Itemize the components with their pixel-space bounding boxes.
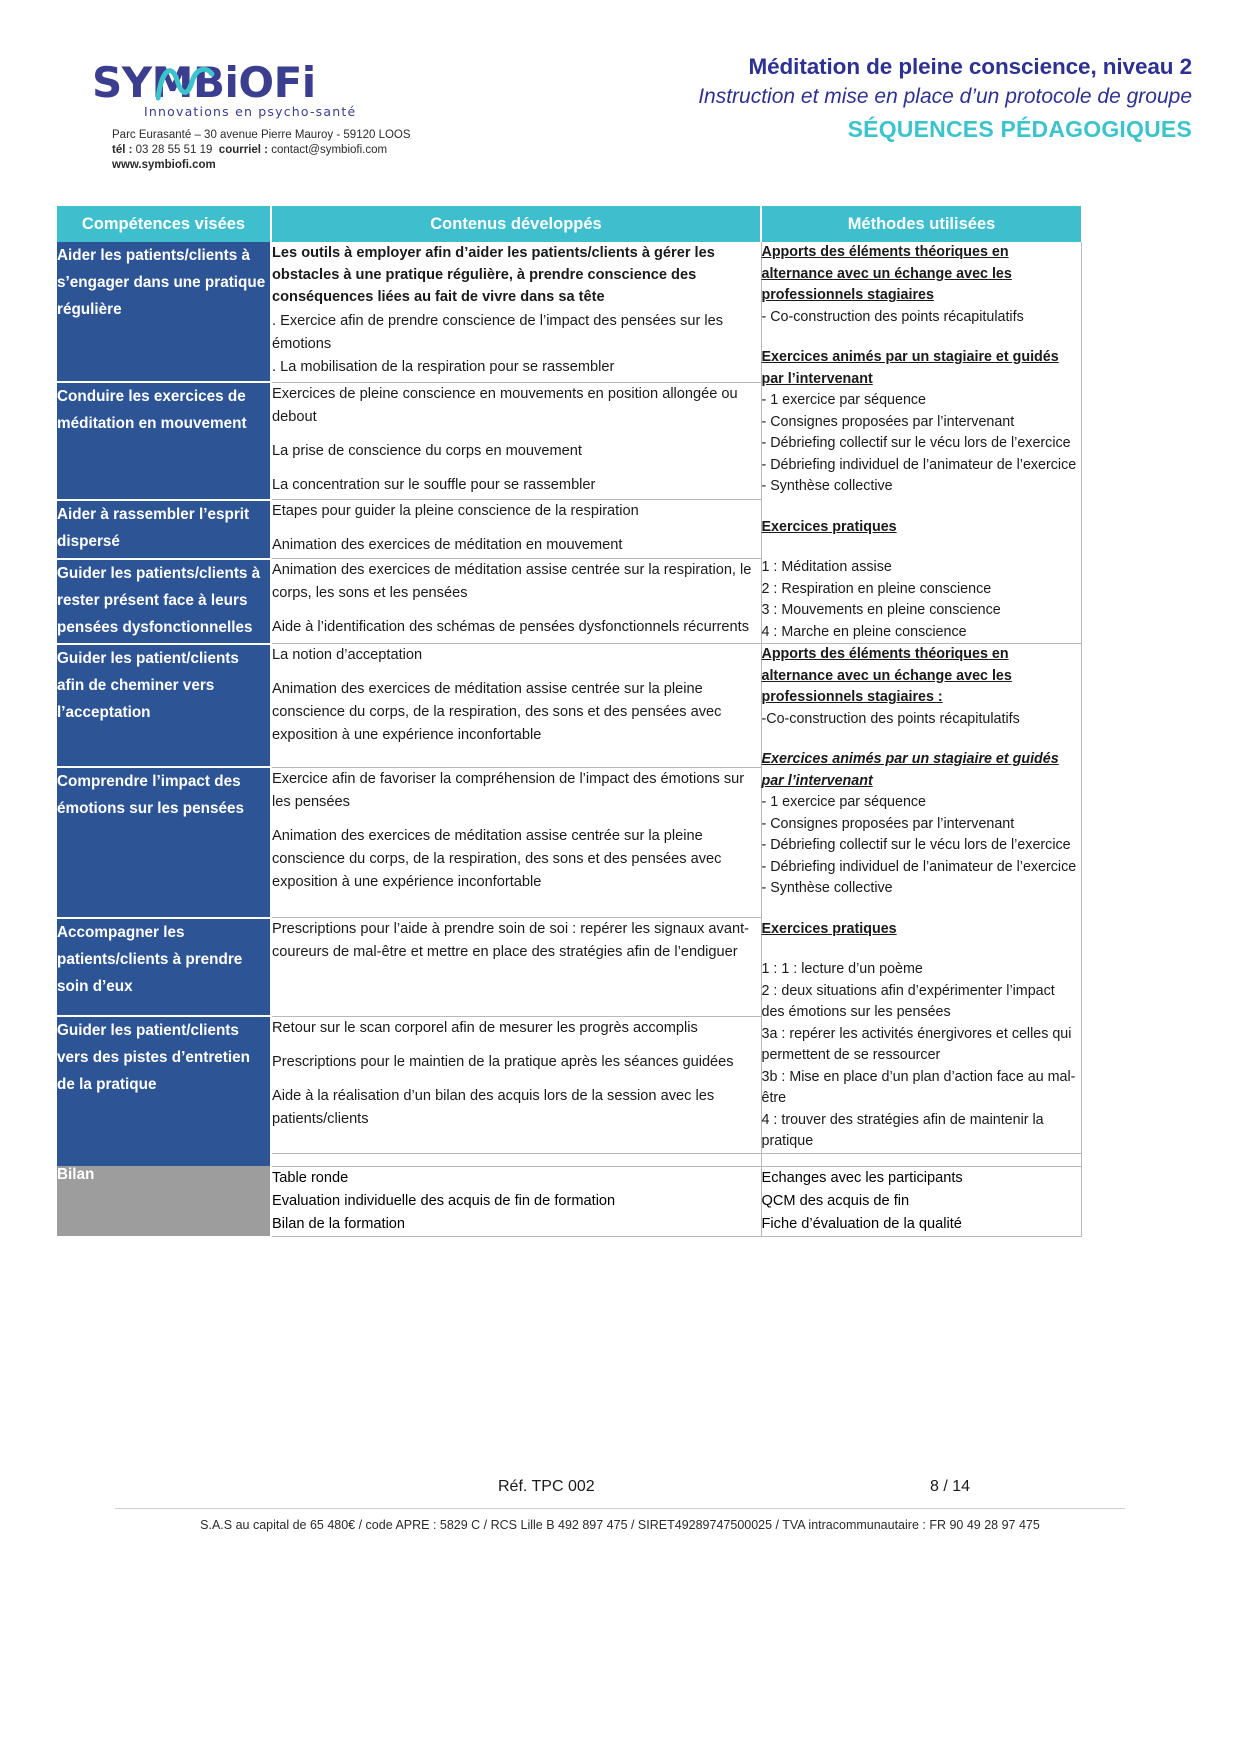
methods-heading: Exercices animés par un stagiaire et guidés par l’intervenant (761, 751, 1059, 789)
page-number: 8 / 14 (930, 1478, 971, 1495)
methods-item: 1 : Méditation assise (761, 559, 892, 575)
contents-cell (271, 500, 761, 559)
bilan-contents-cell (271, 1166, 761, 1236)
competence-cell: Aider les patients/clients à s’engager dans une pratique régulière (57, 242, 271, 382)
phone-value: 03 28 55 51 19 (135, 144, 213, 156)
page-title: Méditation de pleine conscience, niveau 2 (748, 54, 1192, 79)
competence-cell: Aider à rassembler l’esprit dispersé (57, 500, 271, 559)
table-row-bilan (57, 1166, 1081, 1236)
methods-item: 3b : Mise en place d’un plan d’action face au mal-être (761, 1068, 1076, 1106)
competence-cell: Comprendre l’impact des émotions sur les pensées (57, 767, 271, 918)
methods-heading: Exercices animés par un stagiaire et guidés par l’intervenant (761, 349, 1059, 387)
contents-cell (271, 382, 761, 499)
methods-item: -Co-construction des points récapitulatifs (761, 710, 1020, 727)
address-line: Parc Eurasanté – 30 avenue Pierre Mauroy - 59120 LOOS (112, 129, 411, 141)
company-address (112, 128, 492, 173)
bilan-line: Table ronde (272, 1169, 349, 1186)
contents-line: Aide à l’identification des schémas de pensées dysfonctionnels récurrents (272, 619, 749, 636)
competence-cell: Guider les patient/clients vers des pistes d’entretien de la pratique (57, 1016, 271, 1153)
logo-tagline: Innovations en psycho-santé (144, 104, 357, 119)
contents-line: Exercice afin de favoriser la compréhension de l’impact des émotions sur les pensées (272, 770, 745, 810)
email-value: contact@symbiofi.com (271, 144, 388, 156)
contents-cell (271, 767, 761, 918)
methods-heading: Exercices pratiques (761, 518, 897, 535)
spacer-blue (57, 1153, 271, 1166)
bilan-method-line: Echanges avec les participants (761, 1169, 963, 1186)
methods-spacer (762, 940, 1081, 959)
phone-label: tél : (112, 144, 133, 156)
contents-line: Retour sur le scan corporel afin de mesurer les progrès accomplis (272, 1019, 698, 1036)
contents-line: . La mobilisation de la respiration pour se rassembler (272, 359, 615, 375)
methods-item: - Consignes proposées par l’intervenant (761, 815, 1015, 832)
contents-cell (271, 559, 761, 644)
methods-heading: Apports des éléments théoriques en alternance avec un échange avec les professionnels stagiaires : (761, 646, 1012, 705)
methods-item: 2 : Respiration en pleine conscience (761, 580, 992, 597)
bilan-methods-cell (761, 1166, 1081, 1236)
email-label: courriel : (218, 144, 269, 156)
section-title: SÉQUENCES PÉDAGOGIQUES (847, 116, 1192, 142)
contents-line: Aide à la réalisation d’un bilan des acquis lors de la session avec les patients/clients (272, 1087, 715, 1127)
competence-cell: Accompagner les patients/clients à prendre soin d’eux (57, 918, 271, 1017)
contents-bold-text: Les outils à employer afin d’aider les patients/clients à gérer les obstacles à une pratique régulière, à prendre conscience des conséquences liées au fait de vivre dans sa tête (272, 245, 715, 305)
table-row (57, 242, 1081, 382)
column-header-methodes: Méthodes utilisées (761, 206, 1081, 242)
contents-line: Exercices de pleine conscience en mouvements en position allongée ou debout (272, 385, 738, 425)
bilan-method-line: QCM des acquis de fin (761, 1192, 910, 1209)
methods-item: 1 : 1 : lecture d’un poème (761, 961, 923, 977)
competence-cell: Conduire les exercices de méditation en mouvement (57, 382, 271, 499)
contents-line: Animation des exercices de méditation en mouvement (272, 537, 623, 554)
methods-heading (762, 242, 1081, 307)
table-spacer-row (57, 1153, 1081, 1166)
contents-cell (271, 918, 761, 1017)
company-logo-block (92, 60, 492, 173)
methods-item: 4 : trouver des stratégies afin de maintenir la pratique (761, 1111, 1044, 1149)
methods-cell-block-1 (761, 242, 1081, 644)
website-value: www.symbiofi.com (112, 159, 216, 171)
methods-spacer (762, 730, 1081, 749)
bilan-line: Evaluation individuelle des acquis de fin de formation (272, 1192, 616, 1209)
contents-cell (271, 242, 761, 382)
methods-spacer (762, 328, 1081, 347)
column-header-competences: Compétences visées (57, 206, 271, 242)
contents-line: Animation des exercices de méditation assise centrée sur la pleine conscience du corps, de la respiration, des sons et des pensées avec exposition à une expérience inconfortable (272, 681, 722, 743)
methods-item: - 1 exercice par séquence (761, 392, 927, 408)
methods-item: - Débriefing individuel de l’animateur de l’exercice (761, 456, 1077, 473)
methods-item: - Débriefing collectif sur le vécu lors de l’exercice (761, 837, 1071, 853)
contact-line (112, 143, 492, 158)
website-line (112, 158, 492, 173)
pedagogical-sequences-table (57, 206, 1082, 1237)
contents-cell (271, 1016, 761, 1153)
methods-item: - Consignes proposées par l’intervenant (761, 413, 1015, 430)
methods-heading-text: Apports des éléments théoriques en alternance avec un échange avec les professionnels stagiaires (761, 244, 1012, 303)
table-row (57, 644, 1081, 768)
spacer-white (761, 1153, 1081, 1166)
competence-cell: Guider les patient/clients afin de cheminer vers l’acceptation (57, 644, 271, 768)
methods-item: 4 : Marche en pleine conscience (761, 623, 967, 640)
methods-spacer (762, 900, 1081, 919)
competence-cell: Guider les patients/clients à rester présent face à leurs pensées dysfonctionnelles (57, 559, 271, 644)
bilan-line: Bilan de la formation (272, 1215, 406, 1232)
contents-line: La concentration sur le souffle pour se rassembler (272, 476, 596, 493)
methods-item: - Synthèse collective (761, 880, 893, 896)
methods-heading: Exercices pratiques (761, 920, 897, 937)
contents-line: . Exercice afin de prendre conscience de l’impact des pensées sur les émotions (272, 313, 724, 352)
methods-item: - Co-construction des points récapitulatifs (761, 308, 1024, 325)
footer-divider (115, 1508, 1125, 1509)
contents-line: La notion d’acceptation (272, 647, 423, 663)
methods-item: - Synthèse collective (761, 478, 893, 494)
contents-line: Prescriptions pour le maintien de la pratique après les séances guidées (272, 1053, 734, 1070)
bilan-label-cell: Bilan (57, 1166, 271, 1236)
methods-item: 3 : Mouvements en pleine conscience (761, 602, 1001, 618)
methods-item: - Débriefing collectif sur le vécu lors de l’exercice (761, 435, 1071, 451)
methods-item: - Débriefing individuel de l’animateur de l’exercice (761, 858, 1077, 875)
methods-item: - 1 exercice par séquence (761, 794, 927, 810)
bilan-method-line: Fiche d’évaluation de la qualité (761, 1215, 962, 1232)
methods-item: 2 : deux situations afin d’expérimenter l’impact des émotions sur les pensées (761, 982, 1055, 1020)
contents-cell (271, 644, 761, 768)
spacer-white (271, 1153, 761, 1166)
methods-spacer (762, 538, 1081, 557)
document-title-block (492, 52, 1192, 145)
symbiofi-wordmark (92, 60, 492, 106)
contents-line: Animation des exercices de méditation assise centrée sur la respiration, le corps, les sons et les pensées (272, 562, 752, 602)
methods-spacer (762, 498, 1081, 517)
document-reference: Réf. TPC 002 (498, 1478, 595, 1495)
contents-line: La prise de conscience du corps en mouvement (272, 442, 582, 459)
column-header-contenus: Contenus développés (271, 206, 761, 242)
page-header (0, 52, 1240, 192)
methods-cell-block-2 (761, 644, 1081, 1154)
methods-item: 3a : repérer les activités énergivores et celles qui permettent de se ressourcer (761, 1025, 1072, 1063)
contents-line: Etapes pour guider la pleine conscience de la respiration (272, 503, 639, 520)
logo-text: SYMBiOFi (92, 58, 316, 107)
page-subtitle: Instruction et mise en place d’un protocole de groupe (698, 85, 1192, 108)
legal-notice: S.A.S au capital de 65 480€ / code APRE : 5829 C / RCS Lille B 492 897 475 / SIRET49289747500025 / TVA intracommunautaire : FR 90 49 28 97 475 (200, 1518, 1040, 1532)
contents-line: Animation des exercices de méditation assise centrée sur la pleine conscience du corps, de la respiration, des sons et des pensées avec exposition à une expérience inconfortable (272, 827, 722, 890)
contents-line: Prescriptions pour l’aide à prendre soin de soi : repérer les signaux avant-coureurs de mal-être et mettre en place des stratégies afin de l’endiguer (272, 921, 749, 961)
table-header-row (57, 206, 1081, 242)
